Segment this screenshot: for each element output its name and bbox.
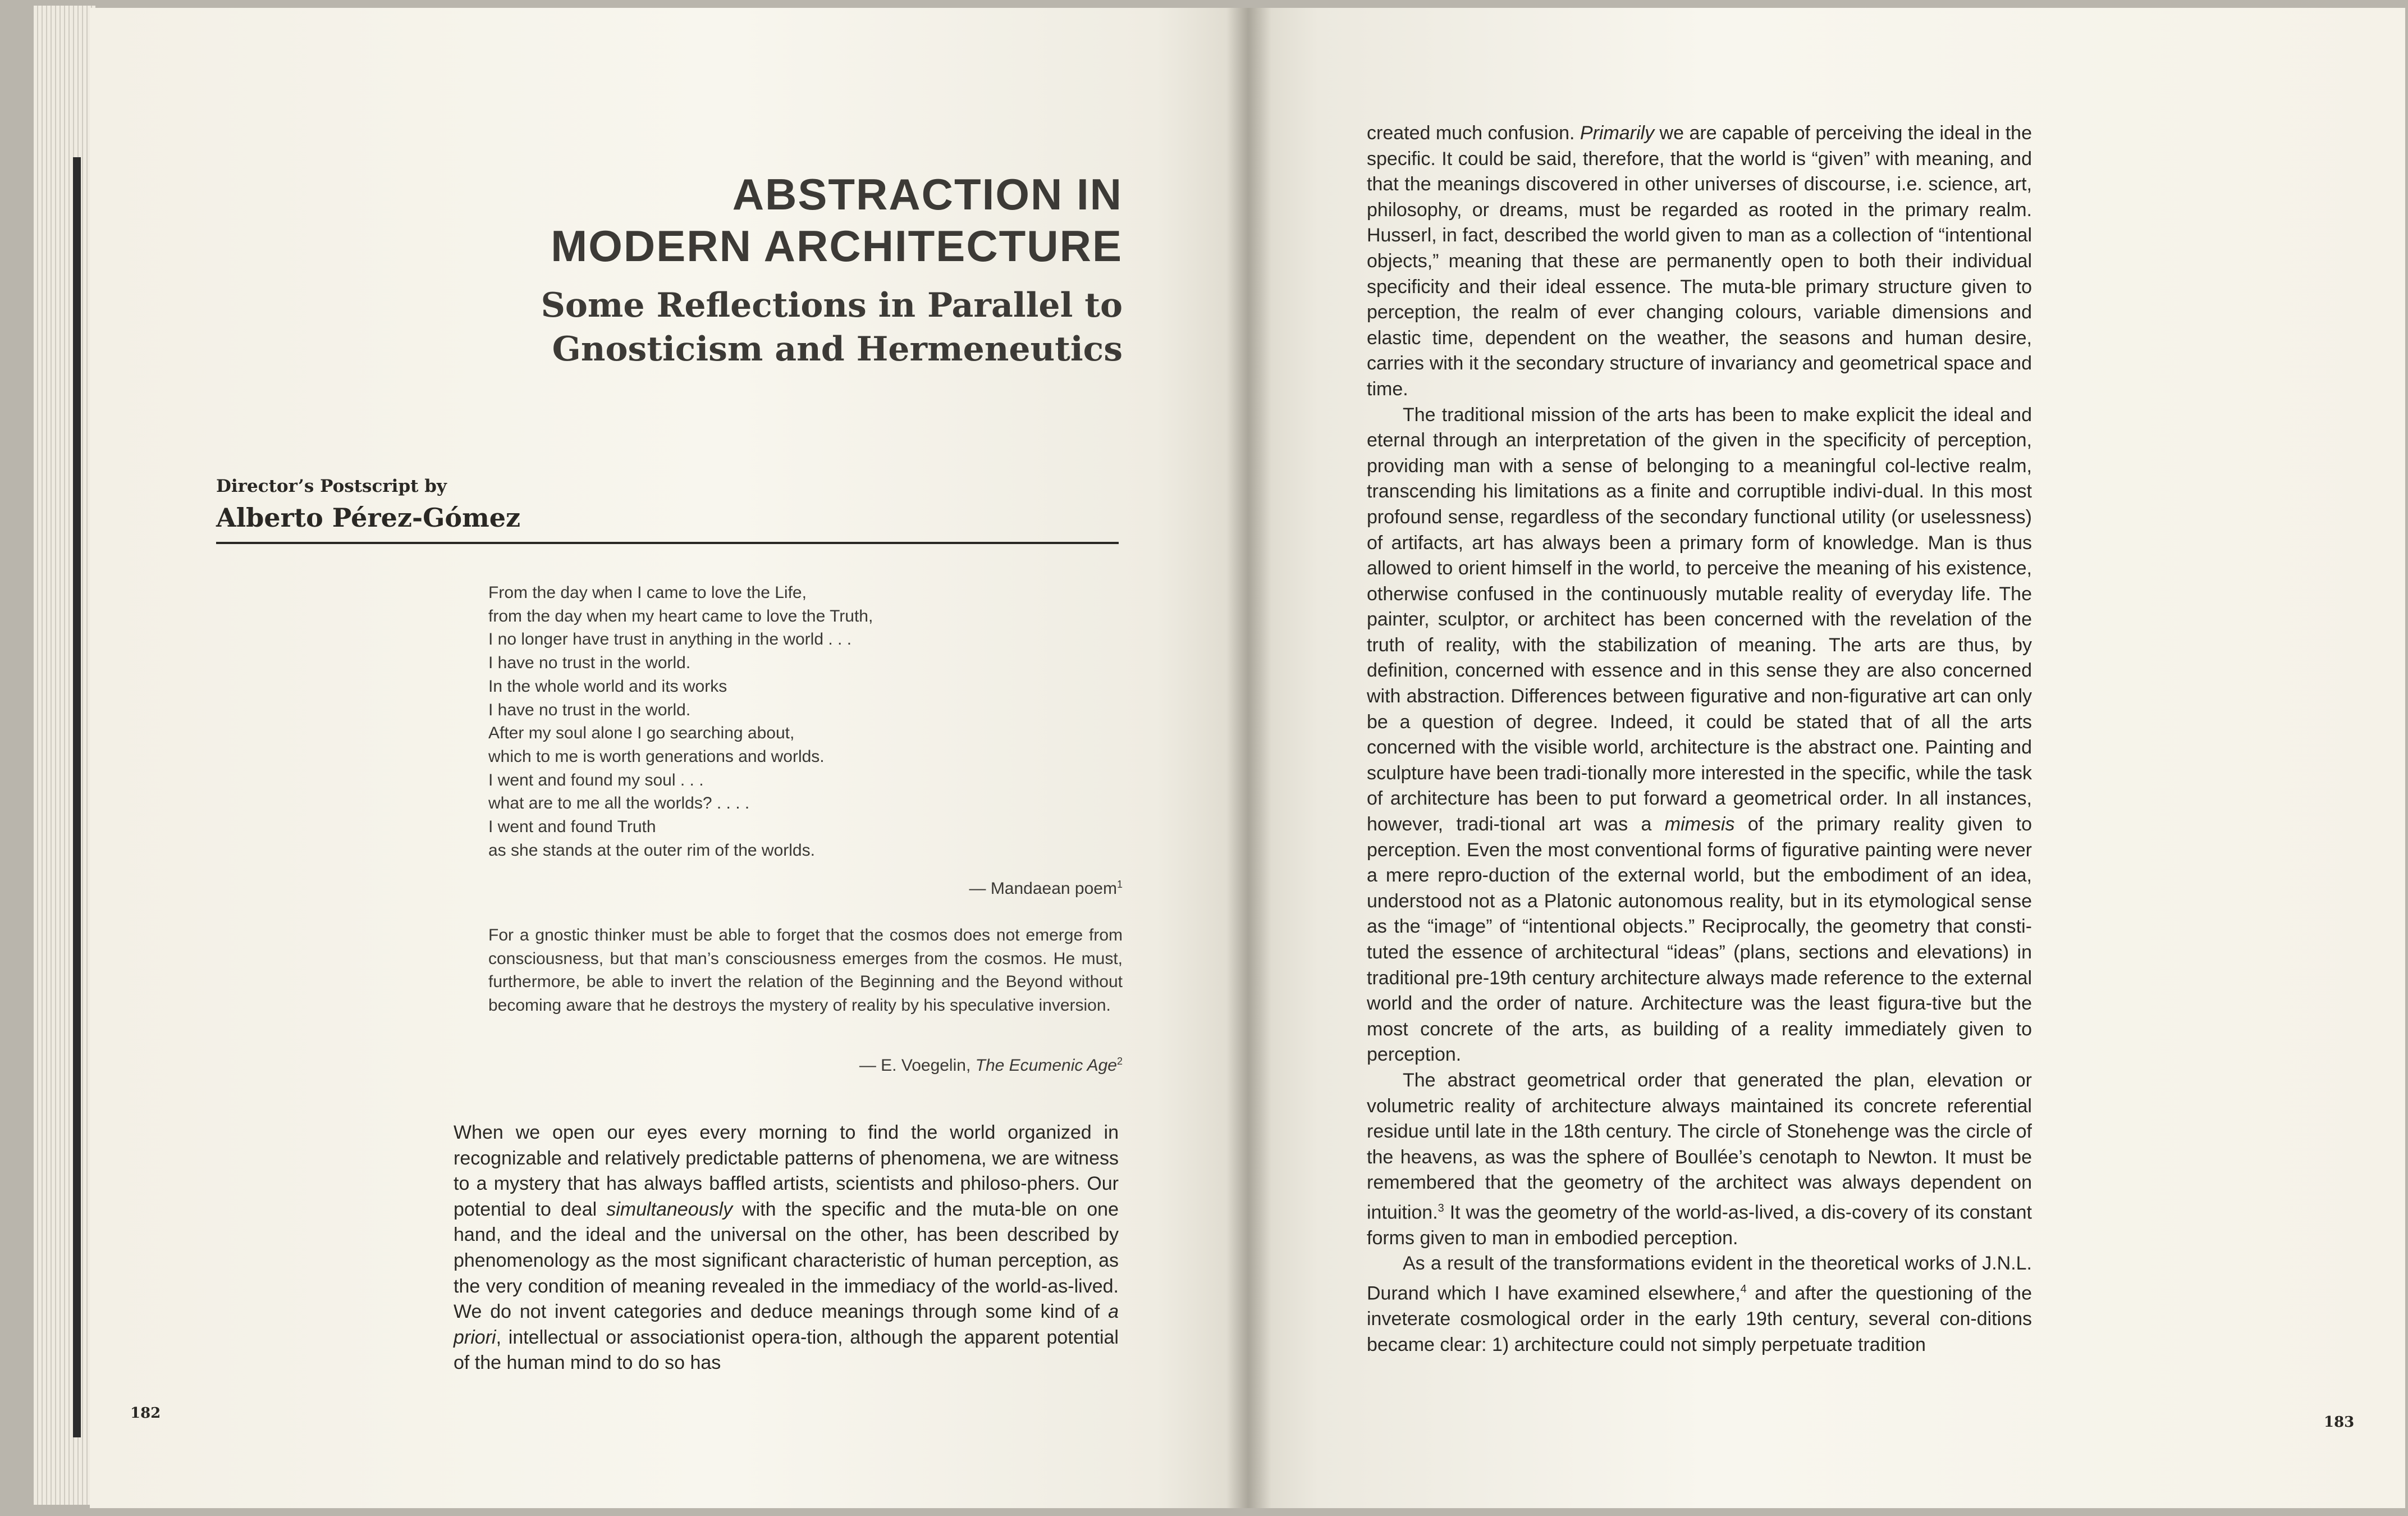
poem-line: as she stands at the outer rim of the worlds. bbox=[488, 841, 815, 860]
body-text-left: When we open our eyes every morning to find the world organized in recognizable and relatively predictable patterns of phenomena, we are witness to a mystery that has always baffled artists, scientists and philoso-phers. Our potential to deal simultaneously with the specific and the muta-ble on one hand, and the ideal and the universal on the other, has been described by phenomenology as the most significant characteristic of human perception, as the very condition of meaning revealed in the immediacy of the world-as-lived. We do not invent categories and deduce meanings through some kind of a priori, intellectual or associationist opera-tion, although the apparent potential of the human mind to do so has bbox=[454, 1122, 1119, 1374]
page-number-right: 183 bbox=[2324, 1414, 2355, 1431]
paragraph: The traditional mission of the arts has been to make explicit the ideal and eternal through an interpretation of the given in the specificity of perception, providing man with a sense of belonging to a meaningful col-lective realm, transcending his limitations as a finite and corruptible indivi-dual. In this most profound sense, regardless of the secondary functional utility (or uselessness) of artifacts, art has always been a primary form of knowledge. Man is thus allowed to orient himself in the world, to perceive the meaning of his existence, otherwise confused in the continuously mutable reality of everyday life. The painter, sculptor, or architect has been concerned with the revelation of the truth of reality, with the stabilization of meaning. The arts are thus, by definition, concerned with essence and in this sense they are also concerned with abstraction. Differences between figurative and non-figurative art can only be a question of degree. Indeed, it could be stated that of all the arts concerned with the visible world, architecture is the abstract one. Painting and sculpture have been tradi-tionally more interested in the specific, while the task of architecture has been to put forward a geometrical order. In all instances, however, tradi-tional art was a mimesis of the primary reality given to perception. Even the most conventional forms of figurative painting were never a mere repro-duction of the external world, but the embodiment of an idea, understood not as a Platonic autonomous reality, but in its etymological sense as the “image” of “intentional objects.” Reciprocally, the geometry that consti-tuted the essence of architectural “ideas” (plans, sections and elevations) in traditional pre-19th century architecture always made reference to the external world and the order of nature. Architecture was the least figura-tive but the most concrete of the arts, as building of a reality immediately given to perception. bbox=[1367, 404, 2032, 1066]
footnote-marker: 4 bbox=[1740, 1283, 1747, 1296]
paragraph: created much confusion. Primarily we are capable of perceiving the ideal in the specific. It could be said, therefore, that the world is “given” with meaning, and that the meanings discovered in other universes of discourse, i.e. science, art, philosophy, or dreams, must be regarded as rooted in the primary realm. Husserl, in fact, described the world given to man as a collection of “intentional objects,” meaning that these are permanently open to both their individual specificity and their ideal essence. The muta-ble primary structure given to perception, the realm of ever changing colours, variable dimensions and elastic time, dependent on the weather, the seasons and human desire, carries with it the secondary structure of invariancy and geometrical space and time. bbox=[1367, 122, 2032, 400]
paragraph: The abstract geometrical order that generated the plan, elevation or volumetric reality of architecture always maintained its concrete referential residue until late in the 18th century. The circle of Stonehenge was the circle of the heavens, as was the sphere of Boullée’s cenotaph to Newton. It must be remembered that the geometry of the architect was always dependent on intuition.$^3$ It was the geometry of the world-as-lived, a dis-covery of its constant forms given to man in embodied perception. bbox=[1367, 1069, 2032, 1249]
page-edges bbox=[34, 6, 95, 1505]
author-name: Alberto Pérez-Gómez bbox=[216, 503, 521, 533]
epigraph-quote: For a gnostic thinker must be able to forget that the cosmos does not emerge from consciousness, but that man’s consciousness emerges from the cosmos. He must, furthermore, be able to invert the relation of the Beginning and the Beyond without becoming aware that he destroys the mystery of reality by his speculative inversion. bbox=[488, 926, 1123, 1015]
article-subtitle bbox=[541, 284, 1123, 371]
gutter-shadow bbox=[1226, 8, 1271, 1508]
footnote-marker: 1 bbox=[1116, 879, 1123, 890]
poem-line: I went and found Truth bbox=[488, 818, 656, 837]
byline-label: Director’s Postscript by bbox=[216, 476, 447, 496]
poem-line: from the day when my heart came to love the Truth, bbox=[488, 606, 873, 625]
subtitle-line-1: Some Reflections in Parallel to bbox=[541, 286, 1123, 325]
title-line-2: MODERN ARCHITECTURE bbox=[551, 221, 1123, 271]
poem-line: I have no trust in the world. bbox=[488, 654, 691, 673]
poem-line: From the day when I came to love the Life, bbox=[488, 583, 807, 602]
poem-line: I no longer have trust in anything in the world . . . bbox=[488, 630, 852, 649]
footnote-marker: 3 bbox=[1438, 1202, 1444, 1214]
footnote-marker: 2 bbox=[1116, 1056, 1123, 1067]
binding-bar bbox=[73, 157, 81, 1437]
poem-line: what are to me all the worlds? . . . . bbox=[488, 794, 750, 813]
page-number-left: 182 bbox=[130, 1405, 161, 1422]
poem-line: I went and found my soul . . . bbox=[488, 770, 704, 789]
poem-line: After my soul alone I go searching about, bbox=[488, 724, 795, 743]
subtitle-line-2: Gnosticism and Hermeneutics bbox=[552, 330, 1123, 369]
poem-line: In the whole world and its works bbox=[488, 677, 727, 696]
paragraph: As a result of the transformations evident in the theoretical works of J.N.L. Durand which I have examined elsewhere,$^4$ and after the questioning of the inveterate cosmological order in the early 19th century, several con-ditions became clear: 1) architecture could not simply perpetuate tradition bbox=[1367, 1253, 2032, 1355]
poem-line: I have no trust in the world. bbox=[488, 700, 691, 719]
byline-rule bbox=[216, 542, 1119, 544]
title-line-1: ABSTRACTION IN bbox=[732, 170, 1123, 219]
body-text-right bbox=[1367, 121, 2032, 1358]
quote-attribution: — E. Voegelin, The Ecumenic Age$^2$ bbox=[859, 1056, 1123, 1075]
poem-attribution: — Mandaean poem$^1$ bbox=[969, 879, 1123, 898]
epigraph-poem bbox=[488, 581, 1123, 862]
poem-line: which to me is worth generations and worlds. bbox=[488, 747, 825, 766]
article-title bbox=[551, 168, 1123, 272]
